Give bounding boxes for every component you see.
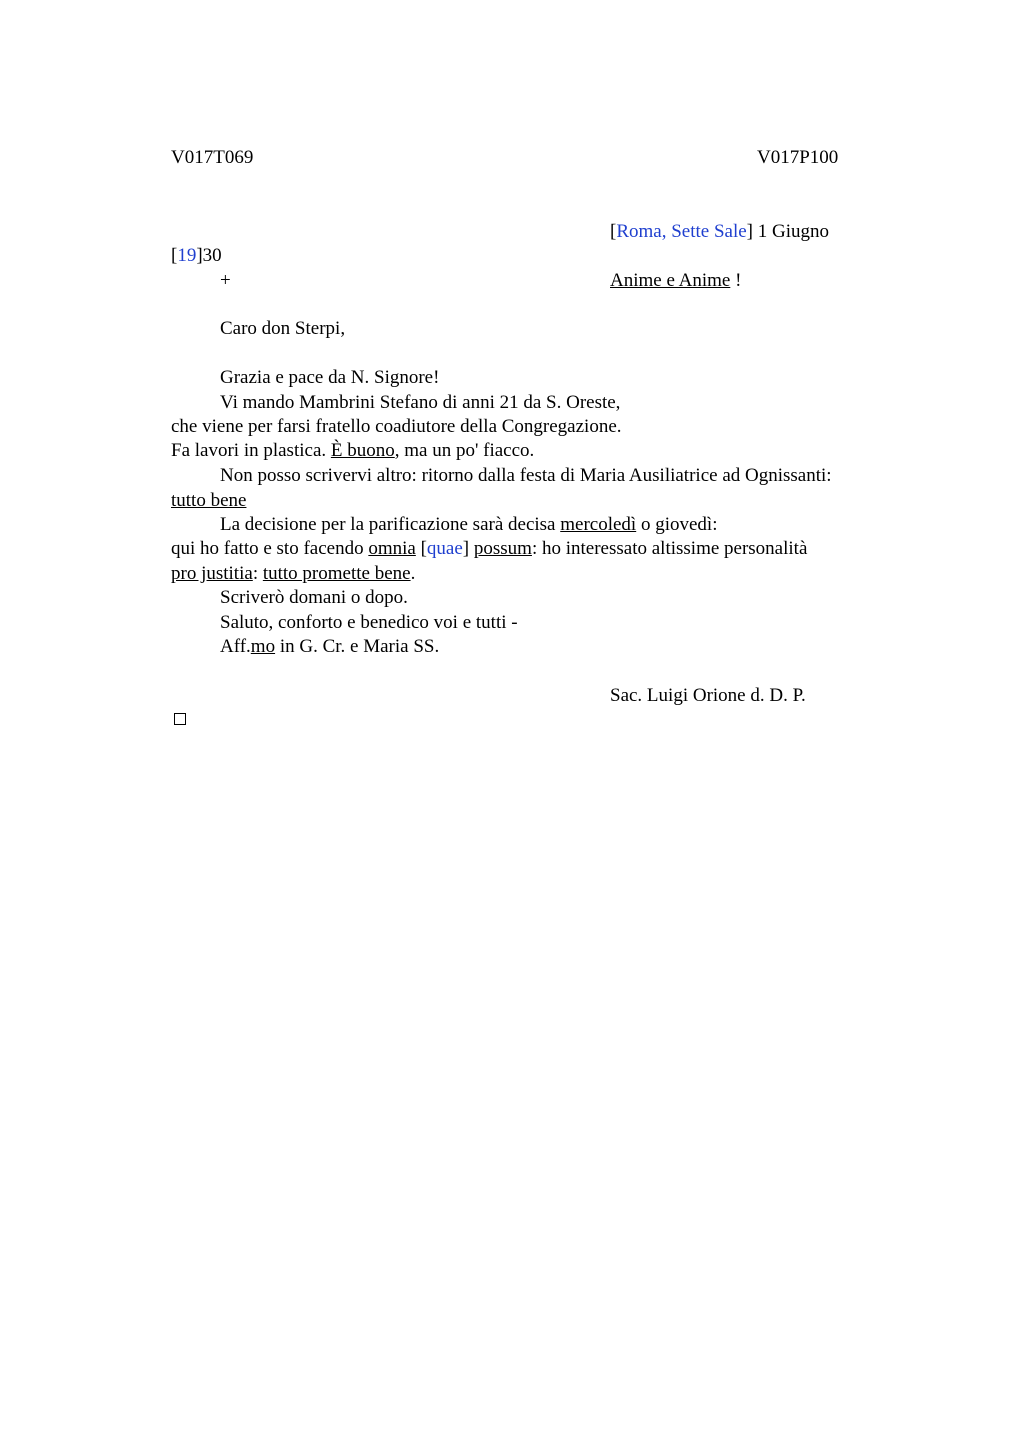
underlined-phrase: È buono	[330, 440, 395, 461]
body-line-9-d: .	[410, 563, 416, 584]
body-line-4-c: , ma un po' fiacco.	[394, 440, 535, 461]
body-line-9	[171, 562, 415, 586]
body-line-4-a: Fa lavori in plastica.	[171, 440, 331, 461]
body-line-2: Vi mando Mambrini Stefano di anni 21 da S. Oreste,	[220, 392, 621, 413]
body-line-6: tutto bene	[171, 490, 247, 511]
underlined-phrase: possum	[473, 538, 532, 559]
cross-symbol: +	[220, 270, 231, 291]
year-bracket-close: ]	[196, 245, 203, 266]
document-code-left: V017T069	[171, 147, 254, 168]
dateline-place: Roma, Sette Sale	[616, 221, 747, 242]
body-line-9-b: :	[252, 563, 263, 584]
underlined-phrase: mo	[250, 636, 276, 657]
body-line-4	[171, 439, 534, 463]
underlined-phrase: mercoledì	[560, 514, 637, 535]
body-line-7	[220, 513, 717, 537]
body-line-8	[171, 537, 807, 561]
dateline	[610, 220, 829, 244]
year-bracket-open: [	[171, 245, 178, 266]
year-suffix: 30	[202, 245, 222, 266]
body-line-10: Scriverò domani o dopo.	[220, 587, 408, 608]
body-line-8-e: ]	[462, 538, 474, 559]
body-line-7-c: o giovedì:	[636, 514, 718, 535]
year-prefix: 19	[177, 245, 197, 266]
body-line-7-a: La decisione per la parificazione sarà decisa	[220, 514, 561, 535]
closing-line-a: Aff.	[220, 636, 251, 657]
dateline-bracket-close: ]	[746, 221, 753, 242]
closing-line-c: in G. Cr. e Maria SS.	[275, 636, 440, 657]
signature: Sac. Luigi Orione d. D. P.	[610, 685, 806, 706]
motto-text: Anime e Anime	[610, 270, 731, 291]
underlined-phrase: omnia	[368, 538, 416, 559]
end-box-icon	[174, 713, 186, 725]
body-line-3: che viene per farsi fratello coadiutore della Congregazione.	[171, 416, 622, 437]
editorial-insertion: quae	[426, 538, 463, 559]
body-line-8-g: : ho interessato altissime personalità	[531, 538, 808, 559]
dateline-date: 1 Giugno	[753, 221, 829, 242]
dateline-bracket-open: [	[610, 221, 617, 242]
underlined-phrase: tutto promette bene	[262, 563, 411, 584]
salutation: Caro don Sterpi,	[220, 318, 346, 339]
underlined-phrase: pro justitia	[171, 563, 253, 584]
document-code-right: V017P100	[757, 147, 839, 168]
motto	[610, 269, 741, 293]
dateline-year	[171, 244, 222, 268]
motto-trail: !	[730, 270, 742, 291]
body-line-11: Saluto, conforto e benedico voi e tutti -	[220, 612, 518, 633]
body-line-5: Non posso scrivervi altro: ritorno dalla festa di Maria Ausiliatrice ad Ognissanti:	[220, 465, 832, 486]
body-line-1: Grazia e pace da N. Signore!	[220, 367, 440, 388]
body-line-8-c: [	[415, 538, 427, 559]
closing-line	[220, 635, 439, 659]
body-line-8-a: qui ho fatto e sto facendo	[171, 538, 369, 559]
